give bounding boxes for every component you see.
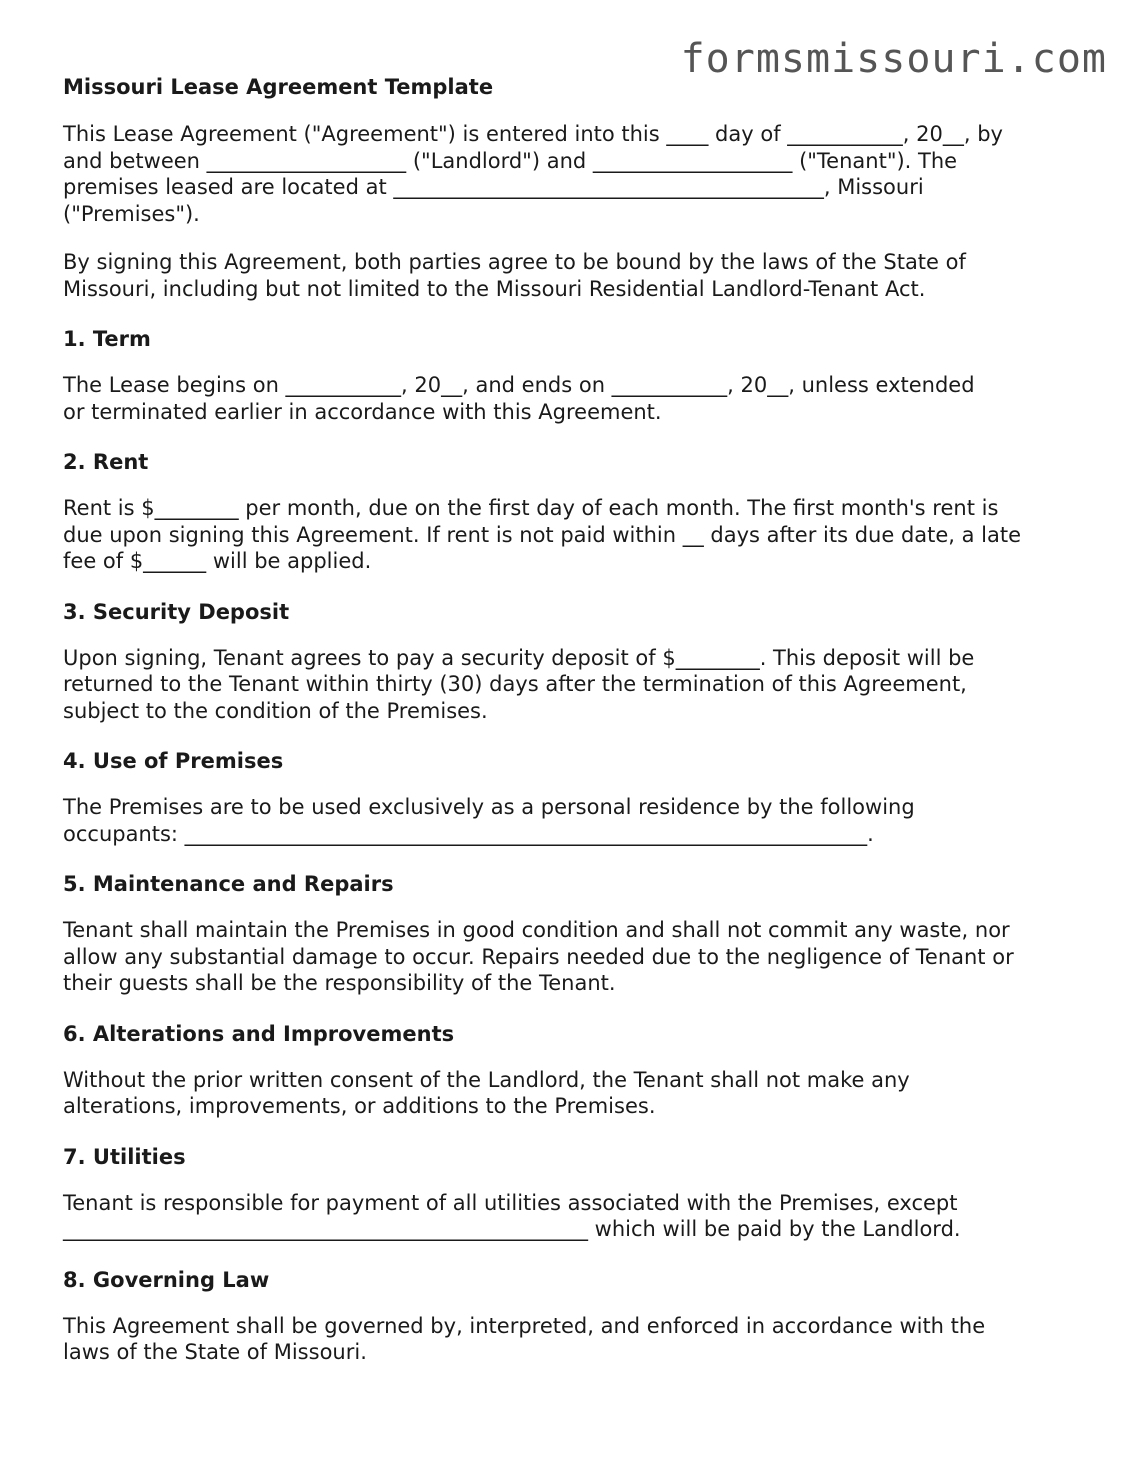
section-heading-maintenance: 5. Maintenance and Repairs — [63, 872, 394, 896]
section-heading-security-deposit: 3. Security Deposit — [63, 599, 290, 624]
document-title: Missouri Lease Agreement Template — [63, 75, 494, 99]
section-heading-term: 1. Term — [63, 327, 151, 351]
section-heading-governing-law: 8. Governing Law — [63, 1267, 270, 1292]
section-body-rent: Rent is $________ per month, due on the first day of each month. The first month's rent is due upon signing this Agreement. If rent is not paid within __ days after its due date, a late fee of $______ will be applied. — [63, 496, 1022, 573]
section-body-alterations: Without the prior written consent of the Landlord, the Tenant shall not make any alterations, improvements, or additions to the Premises. — [63, 1067, 910, 1118]
site-watermark: formsmissouri.com — [680, 36, 1107, 82]
lease-document — [63, 72, 1083, 1388]
section-body-maintenance: Tenant shall maintain the Premises in good condition and shall not commit any waste, nor allow any substantial damage to occur. Repairs needed due to the negligence of Tenant or their guests shall be the responsibility of the Tenant. — [63, 918, 1014, 995]
section-body-term: The Lease begins on ___________, 20__, and ends on ___________, 20__, unless extended or terminated earlier in accordance with this Agreement. — [63, 373, 975, 424]
intro-paragraph: This Lease Agreement ("Agreement") is entered into this ____ day of ___________, 20__, by and between ___________________ ("Landlord") and ___________________ ("Tenant"). The premises leased are located at _________________________________________, Missouri ("Premises"). — [63, 122, 1003, 226]
binding-paragraph: By signing this Agreement, both parties agree to be bound by the laws of the State of Missouri, including but not limited to the Missouri Residential Landlord-Tenant Act. — [63, 250, 966, 301]
section-heading-utilities: 7. Utilities — [63, 1144, 186, 1169]
section-heading-rent: 2. Rent — [63, 450, 149, 474]
section-body-use-of-premises: The Premises are to be used exclusively as a personal residence by the following occupants: _________________________________________________________________. — [63, 795, 915, 846]
section-body-utilities: Tenant is responsible for payment of all utilities associated with the Premises, except __________________________________________________ which will be paid by the Landlord. — [63, 1190, 961, 1241]
section-body-governing-law: This Agreement shall be governed by, interpreted, and enforced in accordance with the laws of the State of Missouri. — [63, 1313, 986, 1364]
section-heading-alterations: 6. Alterations and Improvements — [63, 1021, 455, 1046]
section-heading-use-of-premises: 4. Use of Premises — [63, 749, 284, 773]
section-body-security-deposit: Upon signing, Tenant agrees to pay a security deposit of $________. This deposit will be returned to the Tenant within thirty (30) days after the termination of this Agreement, subject to the condition of the Premises. — [63, 645, 975, 723]
